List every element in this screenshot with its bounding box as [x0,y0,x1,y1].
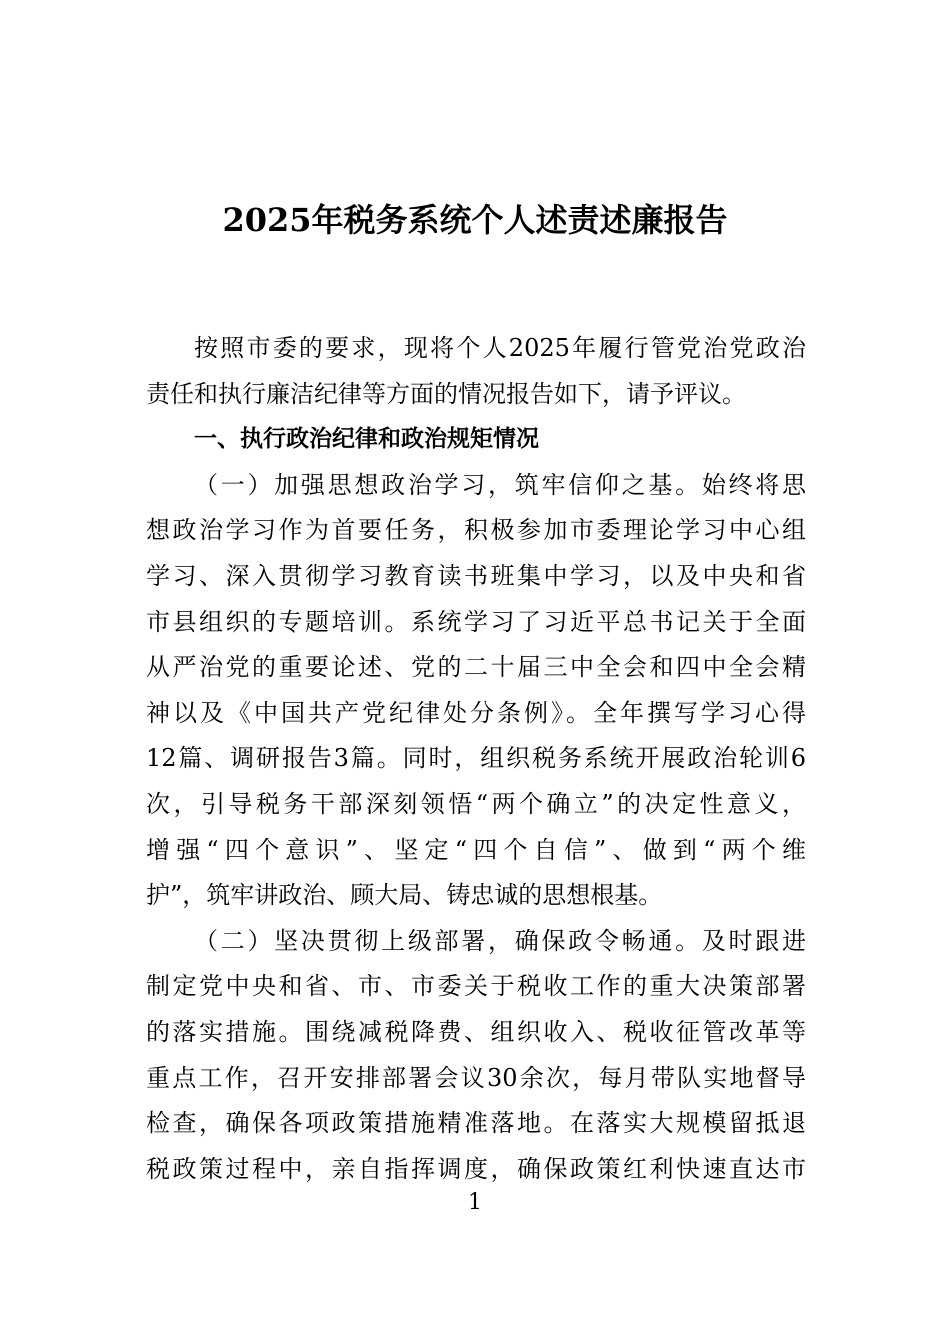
document-title: 2025年税务系统个人述责述廉报告 [222,201,728,239]
paragraph-line: 从严治党的重要论述、党的二十届三中全会和四中全会精 [146,653,806,682]
paragraph-line: 重点工作，召开安排部署会议30余次，每月带队实地督导 [146,1063,806,1092]
paragraph-line: 税政策过程中，亲自指挥调度，确保政策红利快速直达市 [146,1154,806,1183]
paragraph-line: 责任和执行廉洁纪律等方面的情况报告如下，请予评议。 [146,379,746,408]
paragraph-line: 制定党中央和省、市、市委关于税收工作的重大决策部署 [146,972,806,1001]
paragraph-line: 护”，筑牢讲政治、顾大局、铸忠诚的思想根基。 [146,881,663,910]
paragraph-line: 学习、深入贯彻学习教育读书班集中学习，以及中央和省 [146,561,806,590]
paragraph-line: 想政治学习作为首要任务，积极参加市委理论学习中心组 [146,516,806,545]
paragraph-line: 检查，确保各项政策措施精准落地。在落实大规模留抵退 [146,1109,806,1138]
document-body [146,326,806,1192]
section-heading: 一、执行政治纪律和政治规矩情况 [194,426,539,453]
paragraph-line: 神以及《中国共产党纪律处分条例》。全年撰写学习心得 [146,698,806,727]
paragraph-line: （一）加强思想政治学习，筑牢信仰之基。始终将思 [194,470,806,499]
paragraph-line: （二）坚决贯彻上级部署，确保政令畅通。及时跟进 [194,926,806,955]
paragraph-line: 12篇、调研报告3篇。同时，组织税务系统开展政治轮训6 [146,744,806,773]
paragraph-line: 增强“四个意识”、坚定“四个自信”、做到“两个维 [146,835,806,864]
paragraph-line: 次，引导税务干部深刻领悟“两个确立”的决定性意义， [146,789,806,818]
paragraph-line: 市县组织的专题培训。系统学习了习近平总书记关于全面 [146,607,806,636]
paragraph-line: 的落实措施。围绕减税降费、组织收入、税收征管改革等 [146,1017,806,1046]
page-number: 1 [468,1190,482,1215]
paragraph-line: 按照市委的要求，现将个人2025年履行管党治党政治 [194,334,806,362]
